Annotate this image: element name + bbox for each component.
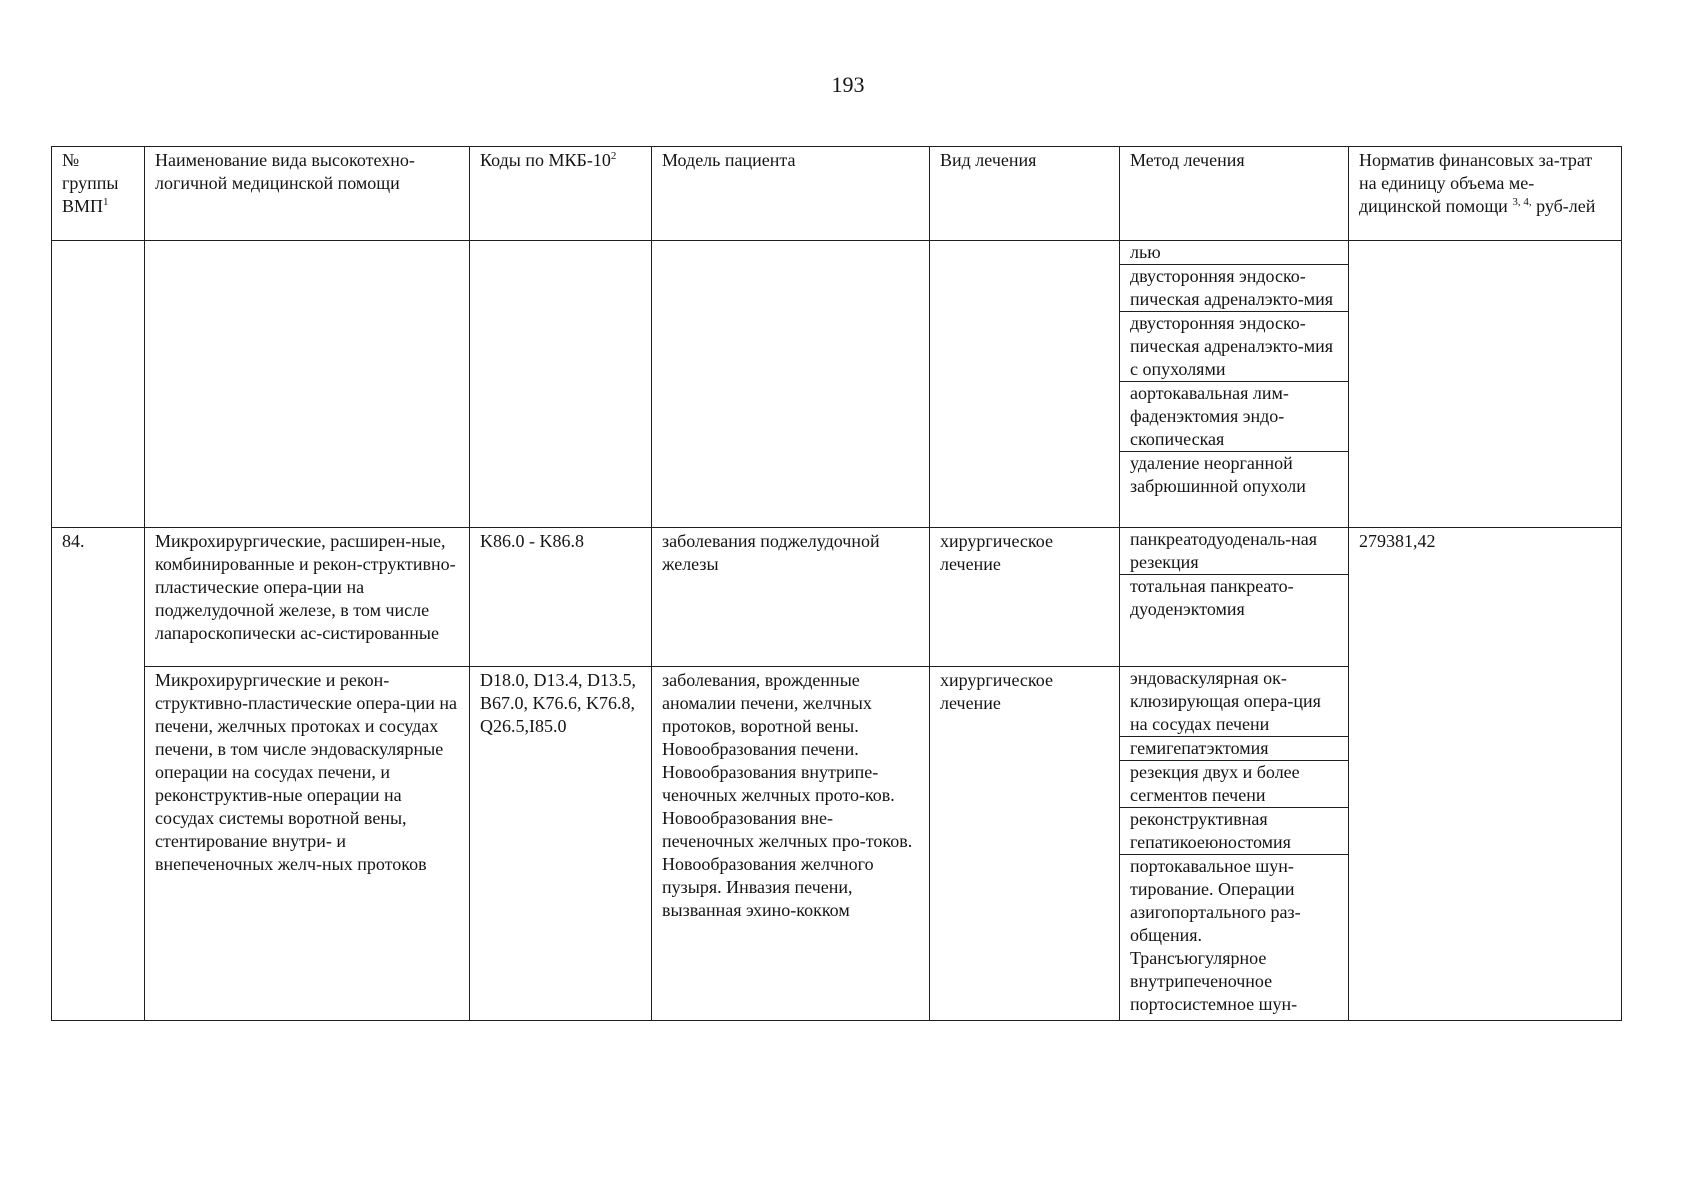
header-group-no: № группы ВМП$^1$: [52, 147, 145, 241]
method-item: двусторонняя эндоско-пическая адреналэкто-мия с опухолями: [1120, 312, 1348, 382]
method-list: [1120, 528, 1349, 667]
header-service-name: Наименование вида высокотехно-логичной медицинской помощи: [145, 147, 470, 241]
method-item: резекция двух и более сегментов печени: [1120, 761, 1348, 808]
patient-model: заболевания поджелудочной железы: [652, 528, 930, 667]
icd-codes: D18.0, D13.4, D13.5, B67.0, K76.6, K76.8, Q26.5,I85.0: [470, 667, 652, 1021]
group-number: 84.: [52, 528, 145, 667]
method-list: [1120, 241, 1349, 528]
cell-empty: [52, 241, 145, 528]
header-icd-codes: Коды по МКБ-$10^2$: [470, 147, 652, 241]
method-item: двусторонняя эндоско-пическая адреналэкто-мия: [1120, 265, 1348, 312]
cell-empty: [652, 241, 930, 528]
table-row: [52, 667, 1622, 1021]
page-number: 193: [831, 72, 865, 97]
cell-empty: [930, 241, 1120, 528]
service-name: Микрохирургические и рекон-структивно-пластические опера-ции на печени, желчных протоках и сосудах печени, в том числе эндоваскулярные операции на сосудах печени, и реконструктив-ные операции на сосудах системы воротной вены, стентирование внутри- и внепеченочных желч-ных протоков: [145, 667, 470, 1021]
header-row: [52, 147, 1622, 241]
method-item: эндоваскулярная ок-клюзирующая опера-ция на сосудах печени: [1120, 667, 1348, 737]
service-name: Микрохирургические, расширен-ные, комбинированные и рекон-структивно-пластические опера-ции на поджелудочной железе, в том числе лапароскопически ас-систированные: [145, 528, 470, 667]
cell-empty: [1349, 241, 1622, 528]
cost-norm: [1349, 667, 1622, 1021]
patient-model: заболевания, врожденные аномалии печени, желчных протоков, воротной вены. Новообразования печени. Новообразования внутрипе-ченочных желчных прото-ков. Новообразования вне-печеночных желчных про-токов. Новообразования желчного пузыря. Инвазия печени, вызванная эхино-кокком: [652, 667, 930, 1021]
method-item: тотальная панкреато-дуоденэктомия: [1130, 576, 1294, 619]
continuation-row: [52, 241, 1622, 528]
header-cost-norm: Норматив финансовых за-трат на единицу объема ме-дицинской помощи $^{3, 4,}$ руб-лей: [1349, 147, 1622, 241]
method-item: гемигепатэктомия: [1120, 737, 1348, 761]
icd-codes: K86.0 - K86.8: [470, 528, 652, 667]
header-patient-model: Модель пациента: [652, 147, 930, 241]
vmp-table: [51, 146, 1622, 1021]
method-item: аортокавальная лим-фаденэктомия эндо-скопическая: [1120, 382, 1348, 452]
method-item: лью: [1120, 241, 1348, 265]
cell-empty: [145, 241, 470, 528]
cell-empty: [470, 241, 652, 528]
treatment-type: хирургическое лечение: [930, 528, 1120, 667]
table-row: [52, 528, 1622, 667]
treatment-type: хирургическое лечение: [930, 667, 1120, 1021]
header-treatment-type: Вид лечения: [930, 147, 1120, 241]
group-number: [52, 667, 145, 1021]
method-item: панкреатодуоденаль-ная резекция: [1120, 528, 1348, 575]
method-list: [1120, 667, 1349, 1021]
header-treatment-method: Метод лечения: [1120, 147, 1349, 241]
cost-norm: 279381,42: [1349, 528, 1622, 667]
method-item: портокавальное шун-тирование. Операции азигопортального раз-общения. Трансъюгулярное внутрипеченочное портосистемное шун-: [1130, 856, 1301, 1014]
method-item: реконструктивная гепатикоеюностомия: [1120, 808, 1348, 855]
method-item: удаление неорганной забрюшинной опухоли: [1130, 453, 1306, 496]
